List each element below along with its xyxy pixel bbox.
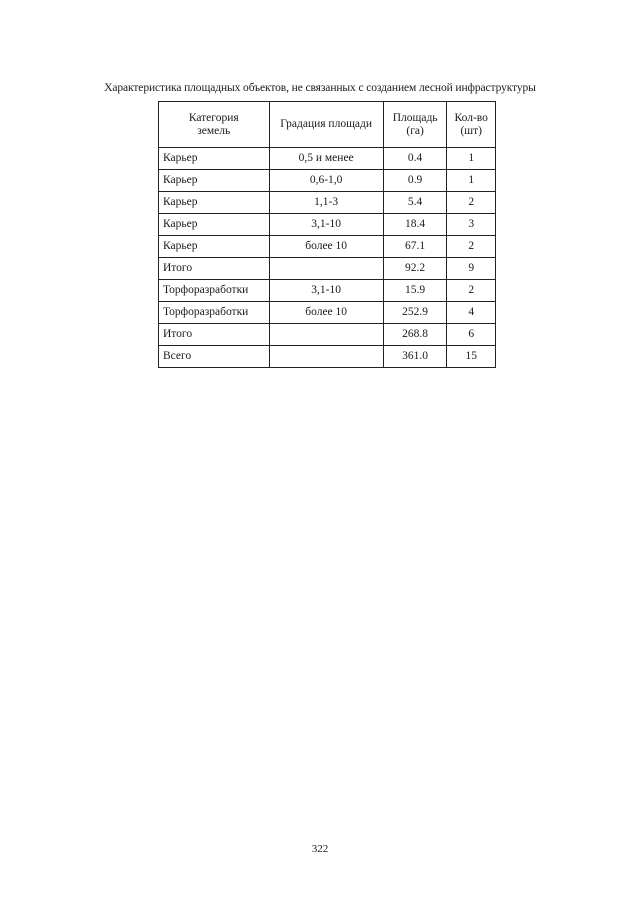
cell-category: Карьер: [159, 148, 270, 170]
cell-count: 1: [447, 148, 496, 170]
header-land-category-line2: земель: [197, 124, 231, 137]
cell-gradation: более 10: [269, 236, 383, 258]
table-caption: Характеристика площадных объектов, не связанных с созданием лесной инфраструктуры: [104, 82, 536, 94]
header-land-category: [159, 102, 270, 148]
cell-area: 0.9: [383, 170, 447, 192]
cell-area: 268.8: [383, 324, 447, 346]
header-area: [383, 102, 447, 148]
cell-category: Итого: [159, 258, 270, 280]
cell-gradation: 3,1-10: [269, 280, 383, 302]
cell-area: 15.9: [383, 280, 447, 302]
cell-count: 2: [447, 236, 496, 258]
land-area-table: [158, 101, 496, 368]
subtotal-row: [159, 258, 496, 280]
cell-gradation: 1,1-3: [269, 192, 383, 214]
cell-gradation: 0,6-1,0: [269, 170, 383, 192]
table-header: [159, 102, 496, 148]
cell-area: 92.2: [383, 258, 447, 280]
header-land-category-line1: Категория: [188, 111, 239, 124]
cell-category: Карьер: [159, 236, 270, 258]
cell-gradation: более 10: [269, 302, 383, 324]
cell-count: 15: [447, 346, 496, 368]
cell-count: 4: [447, 302, 496, 324]
cell-category: Торфоразработки: [159, 280, 270, 302]
subtotal-row: [159, 324, 496, 346]
table-row: [159, 192, 496, 214]
cell-count: 1: [447, 170, 496, 192]
cell-category: Торфоразработки: [159, 302, 270, 324]
cell-category: Карьер: [159, 214, 270, 236]
header-row: [159, 102, 496, 148]
cell-count: 9: [447, 258, 496, 280]
header-count: [447, 102, 496, 148]
cell-count: 2: [447, 280, 496, 302]
table-row: [159, 214, 496, 236]
header-area-gradation: [269, 102, 383, 148]
cell-area: 361.0: [383, 346, 447, 368]
table-body: [159, 148, 496, 368]
page-number: 322: [311, 843, 329, 855]
cell-area: 18.4: [383, 214, 447, 236]
grand-total-row: [159, 346, 496, 368]
cell-area: 67.1: [383, 236, 447, 258]
cell-count: 6: [447, 324, 496, 346]
cell-gradation: 0,5 и менее: [269, 148, 383, 170]
cell-category: Итого: [159, 324, 270, 346]
cell-area: 0.4: [383, 148, 447, 170]
table-row: [159, 148, 496, 170]
cell-gradation: [269, 346, 383, 368]
header-count-line1: Кол-во: [454, 111, 488, 124]
header-area-line1: Площадь: [392, 111, 438, 124]
table-row: [159, 302, 496, 324]
cell-count: 3: [447, 214, 496, 236]
table-row: [159, 170, 496, 192]
header-count-line2: (шт): [460, 124, 482, 137]
table-row: [159, 236, 496, 258]
cell-area: 5.4: [383, 192, 447, 214]
header-area-line2: (га): [406, 124, 424, 137]
cell-gradation: [269, 324, 383, 346]
cell-count: 2: [447, 192, 496, 214]
cell-area: 252.9: [383, 302, 447, 324]
cell-category: Карьер: [159, 170, 270, 192]
cell-category: Карьер: [159, 192, 270, 214]
cell-category: Всего: [159, 346, 270, 368]
header-area-gradation-text: Градация площади: [280, 118, 373, 130]
table-row: [159, 280, 496, 302]
cell-gradation: 3,1-10: [269, 214, 383, 236]
cell-gradation: [269, 258, 383, 280]
